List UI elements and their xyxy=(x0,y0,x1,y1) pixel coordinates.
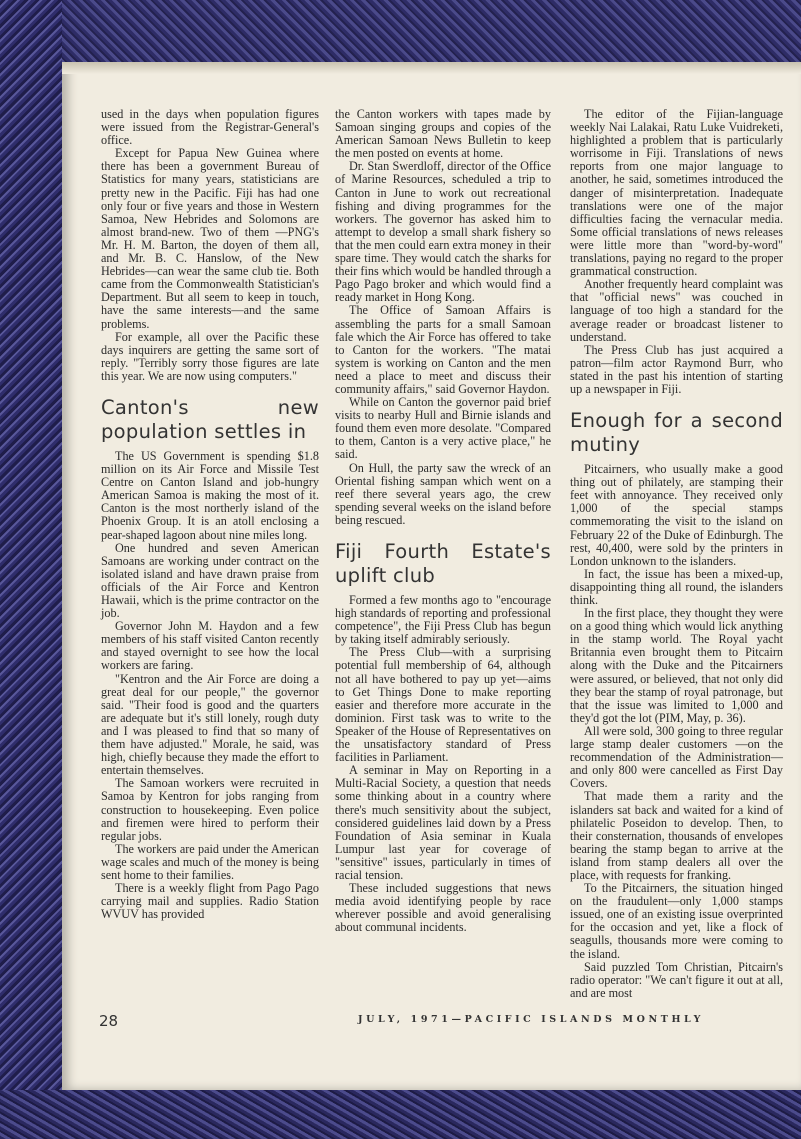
paragraph: Formed a few months ago to "encourage high standards of reporting and professional competence", the Fiji Press Club has begun by taking itself admirably seriously. xyxy=(335,593,551,647)
paragraph: In fact, the issue has been a mixed-up, disappointing thing all round, the islanders think. xyxy=(570,566,783,607)
column-3 xyxy=(570,108,783,1000)
running-title: JULY, 1971—PACIFIC ISLANDS MONTHLY xyxy=(358,1014,705,1025)
paragraph: These included suggestions that news media avoid identifying people by race wherever possible and avoid generalising about communal incidents. xyxy=(335,881,551,935)
paragraph: Said puzzled Tom Christian, Pitcairn's radio operator: "We can't figure it out at all, and are most xyxy=(570,959,783,1000)
paragraph: "Kentron and the Air Force are doing a great deal for our people," the governor said. "Their food is good and the quarters are adequate but it's still lonely, rough duty and I was pleased to find that so many of them have adjusted." Morale, he said, was high, chiefly because they made the effort to entertain themselves. xyxy=(101,671,319,778)
column-2 xyxy=(335,108,551,934)
paragraph: Pitcairners, who usually make a good thing out of philately, are stamping their feet with annoyance. They received only 1,000 of the special stamps commemorating the visit to the island on February 22 of the Duke of Edinburgh. The rest, 40,400, were sold by the printers in London unknown to the islanders. xyxy=(570,462,783,568)
paragraph: All were sold, 300 going to three regular large stamp dealer customers —on the recommendation of the Administration—and only 800 were cancelled as First Day Covers. xyxy=(570,723,783,791)
paragraph: There is a weekly flight from Pago Pago carrying mail and supplies. Radio Station WVUV has provided xyxy=(101,881,319,922)
paragraph: used in the days when population figures were issued from the Registrar-General's office. xyxy=(101,107,319,148)
paragraph: On Hull, the party saw the wreck of an Oriental fishing sampan which went on a reef there several years ago, the crew spending several weeks on the island before being rescued. xyxy=(335,460,551,527)
paragraph: Another frequently heard complaint was that "official news" was couched in language of too high a standard for the average reader or broadcast listener to understand. xyxy=(570,277,783,344)
article-heading-canton: Canton's new population settles in xyxy=(101,395,319,443)
paragraph: the Canton workers with tapes made by Samoan singing groups and copies of the American Samoan News Bulletin to keep the men posted on events at home. xyxy=(335,107,551,161)
page-edge-shadow xyxy=(62,62,801,74)
binding-left xyxy=(0,0,62,1139)
paragraph: To the Pitcairners, the situation hinged on the fraudulent—only 1,000 stamps issued, one of an existing issue overprinted for the occasion and yet, like a flock of seagulls, thousands more were coming to the island. xyxy=(570,881,783,961)
paragraph: The Office of Samoan Affairs is assembling the parts for a small Samoan fale which the Air Force has offered to take to Canton for the workers. "The matai system is working on Canton and the men need a place to meet and discuss their community affairs," said Governor Haydon. xyxy=(335,303,551,396)
paragraph: The editor of the Fijian-language weekly Nai Lalakai, Ratu Luke Vuidreketi, highlighted a problem that is particularly worrisome in Fiji. Translations of news reports from one major language to another, he said, sometimes introduced the danger of misinterpretation. Inadequate translations were one of the major difficulties facing the vernacular media. Some official translations of news releases were little more than "word-by-word" translations, paying no regard to the proper grammatical construction. xyxy=(570,107,783,279)
binding-top xyxy=(0,0,801,62)
paragraph: Except for Papua New Guinea where there has been a government Bureau of Statistics for many years, statisticians are pretty new in the Pacific. Fiji has had one only four or five years and those in Western Samoa, New Hebrides and Solomons are almost brand-new. Two of them —PNG's Mr. H. M. Barton, the doyen of them all, and Mr. B. C. Hanslow, of the New Hebrides—can wear the same club tie. Both came from the Commonwealth Statistician's Department. But all seem to keep in touch, have the same interests—and the same problems. xyxy=(101,146,319,331)
paragraph: A seminar in May on Reporting in a Multi-Racial Society, a question that needs some thinking about in a country where there's much sensitivity about the subject, considered guidelines laid down by a Press Foundation of Asia seminar in Kuala Lumpur last year for coverage of "sensitive" issues, particularly in times of racial tension. xyxy=(335,763,551,882)
paragraph: Dr. Stan Swerdloff, director of the Office of Marine Resources, scheduled a trip to Canton in June to work out recreational fishing and diving programmes for the workers. The governor has asked him to attempt to develop a small shark fishery so that the men could earn extra money in their spare time. They would catch the sharks for their fins which would be handled through a Pago Pago broker and which would find a ready market in Hong Kong. xyxy=(335,159,551,305)
page-number: 28 xyxy=(99,1012,119,1030)
column-1 xyxy=(101,108,319,921)
paragraph: The Press Club—with a surprising potential full membership of 64, although not all have bothered to pay up yet—aims to Get Things Done to make reporting easier and therefore more accurate in the dominion. First task was to write to the Speaker of the House of Representatives on the unsatisfactory standard of Press facilities in Parliament. xyxy=(335,645,551,765)
paragraph: One hundred and seven American Samoans are working under contract on the isolated island and have drawn praise from officials of the Air Force and Kentron Hawaii, which is the prime contractor on the job. xyxy=(101,540,319,621)
paragraph: In the first place, they thought they were on a good thing which would lick anything in the stamp world. The Royal yacht Britannia even brought them to Pitcairn along with the Duke and the Pitcairners were assured, or believed, that not only did they bear the stamp of royal patronage, but that the issue was limited to 1,000 and they'd got the lot (PIM, May, p. 36). xyxy=(570,606,783,725)
paragraph: The workers are paid under the American wage scales and much of the money is being sent home to their families. xyxy=(101,841,319,882)
paragraph: The US Government is spending $1.8 million on its Air Force and Missile Test Centre on Canton Island and job-hungry American Samoa is making the most of it. Canton is the most northerly island of the Phoenix Group. It is an atoll enclosing a pear-shaped lagoon about nine miles long. xyxy=(101,448,319,542)
article-heading-pitcairn: Enough for a second mutiny xyxy=(570,409,783,457)
paragraph: The Samoan workers were recruited in Samoa by Kentron for jobs ranging from construction to housekeeping. Even police and firemen were hired to perform their regular jobs. xyxy=(101,776,319,843)
article-heading-fiji: Fiji Fourth Estate's uplift club xyxy=(335,540,551,587)
paragraph: That made them a rarity and the islanders sat back and waited for a kind of philatelic Poseidon to develop. Then, to their consternation, thousands of envelopes bearing the stamp began to arrive at the island from stamp dealers all over the place, with requests for franking. xyxy=(570,789,783,882)
binding-bottom xyxy=(0,1090,801,1139)
paragraph: For example, all over the Pacific these days inquirers are getting the same sort of reply. "Terribly sorry those figures are late this year. We are now using computers." xyxy=(101,329,319,383)
paragraph: The Press Club has just acquired a patron—film actor Raymond Burr, who stated in the past his intention of starting up a newspaper in Fiji. xyxy=(570,342,783,396)
paragraph: While on Canton the governor paid brief visits to nearby Hull and Birnie islands and found them even more desolate. "Compared to them, Canton is a very active place," he said. xyxy=(335,395,551,462)
paragraph: Governor John M. Haydon and a few members of his staff visited Canton recently and stayed overnight to see how the local workers are faring. xyxy=(101,619,319,673)
